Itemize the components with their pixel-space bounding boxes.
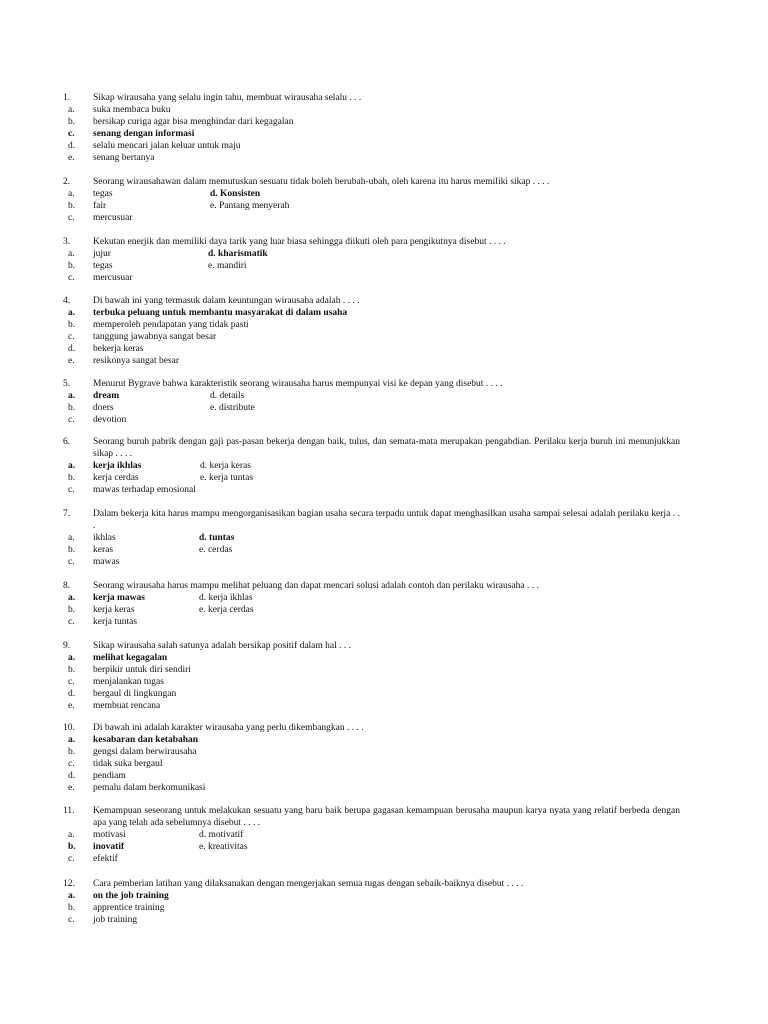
option-letter: b. [68,842,76,852]
option-text: mercusuar [93,213,133,223]
option-letter: b. [68,903,76,913]
question-number: 2. [63,177,71,187]
option-text: senang bertanya [93,153,155,163]
option-row [60,853,680,865]
option-text: resikonya sangat besar [93,356,179,366]
option-letter: c. [68,129,75,139]
option-row [60,782,680,794]
question-text: Dalam bekerja kita harus mampu mengorganisasikan bagian usaha secara terpadu untuk dapat menghasilkan usaha sampai selesai adalah perilaku kerja . . . [93,509,680,531]
option-row [60,890,680,902]
option-text: fair [93,201,107,211]
option-text: suka membaca buku [93,105,171,115]
option-row [60,472,680,484]
option-letter: a. [68,105,75,115]
option-letter: c. [68,677,75,687]
option-letter: a. [68,308,76,318]
question-stem [60,508,680,532]
question-7 [60,508,680,568]
option-row [60,758,680,770]
option-letter: a. [68,461,76,471]
option-row [60,592,680,604]
option-text: bersikap curiga agar bisa menghindar dari kegagalan [93,117,294,127]
question-4 [60,295,680,367]
question-3 [60,236,680,284]
option-letter: b. [68,320,76,330]
option-letter: d. [68,344,76,354]
option-text: pemalu dalam berkomunikasi [93,783,206,793]
question-number: 7. [63,509,71,519]
option-text: kerja cerdas [93,473,139,483]
option-letter: b. [68,403,76,413]
option-row [60,664,680,676]
option-row [60,188,680,200]
question-stem [60,176,680,188]
question-8 [60,580,680,628]
option-row [60,152,680,164]
option-row [60,248,680,260]
option-row [60,355,680,367]
option-text: job training [93,915,138,925]
option-text: berpikir untuk diri sendiri [93,665,191,675]
option-letter: a. [68,891,76,901]
question-number: 9. [63,641,71,651]
option-answer-text: melihat kegagalan [93,653,168,663]
option-letter: c. [68,557,75,567]
option-row [60,484,680,496]
option-text: kerja tuntas [93,617,138,627]
question-stem [60,378,680,390]
option-text: bergaul di lingkungan [93,689,177,699]
option-row [60,319,680,331]
option-text: tegas [93,261,113,271]
question-number: 3. [63,237,71,247]
question-text: Di bawah ini yang termasuk dalam keuntungan wirausaha adalah . . . . [93,296,360,306]
option-text: doers [93,403,114,413]
option-text: mawas terhadap emosional [93,485,196,495]
option-row [60,746,680,758]
question-stem [60,236,680,248]
question-text: Seorang buruh pabrik dengan gaji pas-pasan bekerja dengan baik, tulus, dan semata-mata merupakan pengabdian. Perilaku kerja buruh ini menunjukkan sikap . . . . [93,437,680,459]
option-row [60,200,680,212]
option-row [60,829,680,841]
option-text: tegas [93,189,113,199]
question-1 [60,92,680,164]
option-text: gengsi dalam berwirausaha [93,747,197,757]
option-row [60,343,680,355]
option-row [60,532,680,544]
option-letter: a. [68,593,76,603]
option-letter: b. [68,473,76,483]
option-letter: c. [68,332,75,342]
question-text: Kekutan enerjik dan memiliki daya tarik yang luar biasa sehingga diikuti oleh para pengikutnya disebut . . . . [93,237,506,247]
option-row [60,770,680,782]
question-text: Seorang wirausaha harus mampu melihat peluang dan dapat mencari solusi adalah contoh dan perilaku wirausaha . . . [93,581,539,591]
option-row [60,676,680,688]
question-number: 4. [63,296,71,306]
option-letter: b. [68,117,76,127]
option-text: mawas [93,557,120,567]
option-text: memperoleh pendapatan yang tidak pasti [93,320,249,330]
option-letter: c. [68,854,75,864]
option-text: pendiam [93,771,126,781]
option-letter: a. [68,189,75,199]
option-letter: a. [68,735,76,745]
option-row [60,212,680,224]
option-row [60,700,680,712]
option-text: ikhlas [93,533,116,543]
question-text: Sikap wirausaha yang selalu ingin tahu, membuat wirausaha selalu . . . [93,93,362,103]
question-text: Menurut Bygrave bahwa karakteristik seorang wirausaha harus mempunyai visi ke depan yang disebut . . . . [93,379,503,389]
question-11 [60,805,680,865]
option-row [60,652,680,664]
question-stem [60,295,680,307]
option-row [60,128,680,140]
question-6 [60,436,680,496]
option-answer-text: d. Konsisten [210,189,261,199]
option-letter: b. [68,665,76,675]
option-row [60,460,680,472]
option-letter: c. [68,415,75,425]
option-answer-text: d. tuntas [199,533,235,543]
option-letter: a. [68,249,75,259]
question-number: 1. [63,93,71,103]
option-text: tidak suka bergaul [93,759,163,769]
option-row [60,402,680,414]
option-row [60,414,680,426]
question-number: 11. [63,806,75,816]
option-letter: b. [68,545,76,555]
option-row [60,902,680,914]
option-row [60,140,680,152]
option-answer-text: terbuka peluang untuk membantu masyarakat di dalam usaha [93,308,348,318]
option-answer-text: inovatif [93,842,125,852]
question-text: Seorang wirausahawan dalam memutuskan sesuatu tidak boleh berubah-ubah, oleh karena itu harus memiliki sikap . . . . [93,177,550,187]
option-letter: b. [68,261,76,271]
option-row [60,104,680,116]
question-stem [60,640,680,652]
option-letter: a. [68,391,76,401]
option-text: bekerja keras [93,344,144,354]
option-row [60,390,680,402]
option-text: jujur [93,249,111,259]
question-text: Di bawah ini adalah karakter wirausaha yang perlu dikembangkan . . . . [93,723,364,733]
option-row [60,841,680,853]
option-row [60,616,680,628]
question-stem [60,436,680,460]
question-stem [60,92,680,104]
option-letter: d. [68,141,76,151]
question-number: 12. [63,879,75,889]
option-text: mercusuar [93,273,133,283]
option-answer-text: d. kharismatik [208,249,268,259]
option-answer-text: kerja ikhlas [93,461,142,471]
option-letter: d. [68,689,76,699]
option-row [60,116,680,128]
option-row [60,604,680,616]
question-5 [60,378,680,426]
option-letter: e. [68,356,75,366]
option-text: e. kerja tuntas [200,473,254,483]
option-row [60,272,680,284]
option-text: tanggung jawabnya sangat besar [93,332,217,342]
option-letter: c. [68,617,75,627]
question-stem [60,722,680,734]
option-letter: c. [68,213,75,223]
option-letter: e. [68,701,75,711]
option-letter: b. [68,747,76,757]
option-letter: c. [68,759,75,769]
option-row [60,914,680,926]
question-2 [60,176,680,224]
option-answer-text: on the job training [93,891,169,901]
question-number: 8. [63,581,71,591]
option-letter: a. [68,830,75,840]
question-number: 10. [63,723,75,733]
question-stem [60,580,680,592]
option-text: menjalankan tugas [93,677,164,687]
question-stem [60,805,680,829]
question-9 [60,640,680,712]
option-text: efektif [93,854,118,864]
option-text: apprentice training [93,903,165,913]
option-text: e. kerja cerdas [199,605,254,615]
option-letter: e. [68,153,75,163]
option-text: selalu mencari jalan keluar untuk maju [93,141,241,151]
question-number: 5. [63,379,71,389]
option-letter: c. [68,485,75,495]
question-12 [60,878,680,926]
option-letter: a. [68,533,75,543]
option-letter: c. [68,273,75,283]
option-text: d. details [210,391,245,401]
option-text: e. cerdas [199,545,233,555]
option-text: keras [93,545,114,555]
option-answer-text: dream [93,391,120,401]
option-row [60,544,680,556]
option-letter: b. [68,201,76,211]
option-answer-text: kerja mawas [93,593,145,603]
option-letter: a. [68,653,76,663]
option-text: e. kreativitas [199,842,248,852]
question-number: 6. [63,437,71,447]
option-answer-text: senang dengan informasi [93,129,195,139]
option-letter: c. [68,915,75,925]
option-letter: d. [68,771,76,781]
option-text: devotion [93,415,127,425]
option-answer-text: kesabaran dan ketabahan [93,735,199,745]
option-text: e. Pantang menyerah [210,201,290,211]
option-row [60,260,680,272]
question-text: Kemampuan seseorang untuk melakukan sesuatu yang baru baik berupa gagasan kemampuan berusaha maupun karya nyata yang relatif berbeda dengan apa yang telah ada sebelumnya disebut . . . . [93,806,680,828]
option-text: membuat rencana [93,701,161,711]
option-letter: b. [68,605,76,615]
question-text: Sikap wirausaha salah satunya adalah bersikap positif dalam hal . . . [93,641,352,651]
option-text: e. distribute [210,403,255,413]
option-row [60,688,680,700]
question-stem [60,878,680,890]
question-text: Cara pemberian latihan yang dilaksanakan dengan mengerjakan semua tugas dengan sebaik-baiknya disebut . . . . [93,879,524,889]
option-row [60,556,680,568]
option-text: e. mandiri [208,261,247,271]
option-text: motivasi [93,830,126,840]
option-row [60,331,680,343]
option-text: d. kerja keras [200,461,251,471]
option-row [60,307,680,319]
option-letter: e. [68,783,75,793]
option-row [60,734,680,746]
option-text: d. motivatif [199,830,244,840]
question-10 [60,722,680,794]
option-text: kerja keras [93,605,135,615]
option-text: d. kerja ikhlas [199,593,253,603]
